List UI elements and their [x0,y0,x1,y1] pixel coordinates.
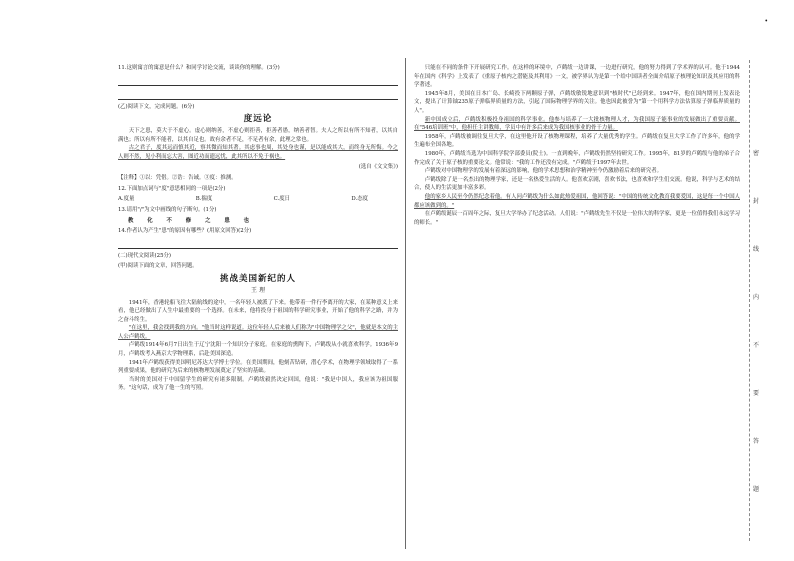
section-b-heading: (乙)阅读下文，完成问题。(6分) [118,103,195,110]
answer-line [118,238,398,249]
binding-char: 题 [753,486,760,493]
paragraph: 1941年卢鹤绂获得美国明尼苏达大学博士学位。在美国期间，他刻苦钻研，潜心学术，在物理学领域取得了一系列重要成果，他的研究为后来的核物理发展奠定了坚实的基础。 [118,359,398,375]
paragraph: 古之君子，度其远而慎其近，察其微而知其著。其虑事也周，其处身也谨，是以能成其大，而终身无所悔。今之人则不然，见小利而忘大害，图近功而遗远忧，此其所以不免于祸也。 [118,145,398,160]
paragraph: 1980年，卢鹤绂当选为中国科学院学部委员(院士)。一直到晚年，卢鹤绂仍然坚持研究工作。1995年，81岁的卢鹤绂与他的弟子合作完成了关于原子核的重要论文。他常说："我的工作还没有完成。"卢鹤绂于1997年去世。 [414,150,740,166]
binding-instruction [750,0,764,561]
question-14: 14.作者认为产生"患"的原因有哪些？(用原文回答)(2分) [118,228,252,235]
paragraph: 1958年，卢鹤绂被调往复旦大学，在这里他开设了核物理课程，培养了大量优秀的学生。卢鹤绂在复旦大学工作了许多年，他的学生遍布全国各地。 [414,133,740,149]
classic-text-body [118,127,398,161]
binding-char: 封 [753,198,760,205]
paragraph: 当时的美国对于中国留学生的研究有诸多限制。卢鹤绂毅然决定回国，他说："我是中国人，我应该为祖国服务。"这句话，成为了他一生的写照。 [118,376,398,392]
paragraph: 1941年，香港轮船飞往大陆航线的途中，一名年轻人被派了下来。他带着一件行李离开的大家，在某种意义上来看，他已经做出了人生中最重要的一个选择。在未来，他将投身于祖国的科学研究事业，开始了他的科学之路，并为之奋斗终生。 [118,299,398,323]
question-13-phrase: 教 化 不 修 之 患 也 [128,217,255,224]
option-c: C.度日 [273,196,291,203]
binding-char: 不 [753,342,760,349]
left-column [118,64,398,543]
paragraph: 新中国成立后，卢鹤绂积极投身祖国的科学事业。他参与培养了一大批核物理人才，为我国原子能事业的发展做出了重要贡献。在"546培训班"中，他担任主讲教师，学员中有许多后来成为我国核事业的骨干力量。 [414,116,740,132]
paragraph: 卢鹤绂对中国物理学的发展有着深远的影响，他的学术思想和治学精神至今仍激励着后来的研究者。 [424,168,662,175]
classic-text-title: 度远论 [243,114,273,125]
answer-line [118,75,398,86]
binding-char: 内 [753,294,760,301]
section-2a-heading: (甲)阅读下面的文章，回答问题。 [118,263,198,270]
paragraph: 在卢鹤绂诞辰一百周年之际，复旦大学举办了纪念活动。人们说："卢鹤绂先生不仅是一位伟大的科学家，更是一位值得我们永远学习的师长。" [414,211,740,226]
right-column [414,64,740,543]
article-title: 挑战美国新纪的人 [219,273,296,284]
paragraph: 卢鹤绂1914年6月7日出生于辽宁沈阳一个知识分子家庭。在家庭的熏陶下，卢鹤绂从小就喜欢科学。1936年9月，卢鹤绂考入燕京大学物理系，后赴美国深造。 [118,342,398,358]
question-12-options [118,195,398,204]
answer-line [118,89,398,100]
binding-char: 答 [753,438,760,445]
paragraph: 卢鹤绂除了是一名杰出的物理学家，还是一名热爱生活的人。他喜欢京剧，喜欢书法，也喜欢和学生们交流。他说，科学与艺术的结合，使人的生活更加丰富多彩。 [414,176,740,192]
option-a: A.度量 [118,196,135,203]
option-d: D.态度 [351,196,368,203]
article-body [118,299,398,394]
source-citation: (选自《文文集》) [358,163,398,170]
section-2-heading: (二)现代文阅读(25分) [118,252,172,259]
corner-mark: • [764,18,768,25]
article-continued [414,64,740,227]
binding-char: 要 [753,390,760,397]
paragraph: 1945年8月，美国在日本广岛、长崎投下两颗原子弹，卢鹤绂敏锐地意识到"核时代"已经到来。1947年，他在国内期刊上发表论文，提出了计算铀235原子弹临界质量的方法，引起了国际物理学界的关注。他也因此被誉为"第一个用科学方法估算原子弹临界质量的人"。 [414,90,740,114]
question-11: 11.这则寓言的寓意是什么？和同学讨论交流，谈谈你的理解。(3分) [118,65,280,71]
question-12: 12.下面加点词与"度"意思相同的一项是(2分) [118,185,226,192]
paragraph: 只能在不同的条件下开展研究工作。在这样的环境中，卢鹤绂一边讲课，一边进行研究，他的努力得到了学术界的认可。他于1944年在国内《科学》上发表了《重原子核内之潜能及其利用》一文，被学界认为是第一个给中国读者全面介绍原子核理论知识及其应用的科学著述。 [414,65,740,89]
paragraph: 他的家乡人民至今仍然纪念着他。有人问卢鹤绂为什么如此热爱祖国，他回答说："中国的传统文化教育我要爱国，这是每一个中国人都应该做到的。" [414,193,740,209]
option-b: B.揣度 [195,196,213,203]
paragraph: 天下之患，莫大于不虚心。虚心则纳善，不虚心则拒善，拒善者愚，纳善者智。夫人之所以有所不知者，以其自满也；所以有所不能者，以其自足也。故有余者不足，不足者有余，此理之常也。 [118,128,398,143]
question-13: 13.请用"/"为文中画线的句子断句。(1分) [118,206,217,213]
binding-char: 线 [753,246,760,253]
column-divider [405,58,406,549]
binding-char: 密 [753,150,760,157]
paragraph: "在这里，我会找到我的方向。"他当时这样说道。这位年轻人后来被人们称为"中国物理学之父"，他就是本文的主人公卢鹤绂。 [118,325,398,340]
annotation-note: 【注释】①以：凭借。②诰：告诫。③度：推测。 [118,175,237,182]
article-author: 王 理 [251,286,265,294]
